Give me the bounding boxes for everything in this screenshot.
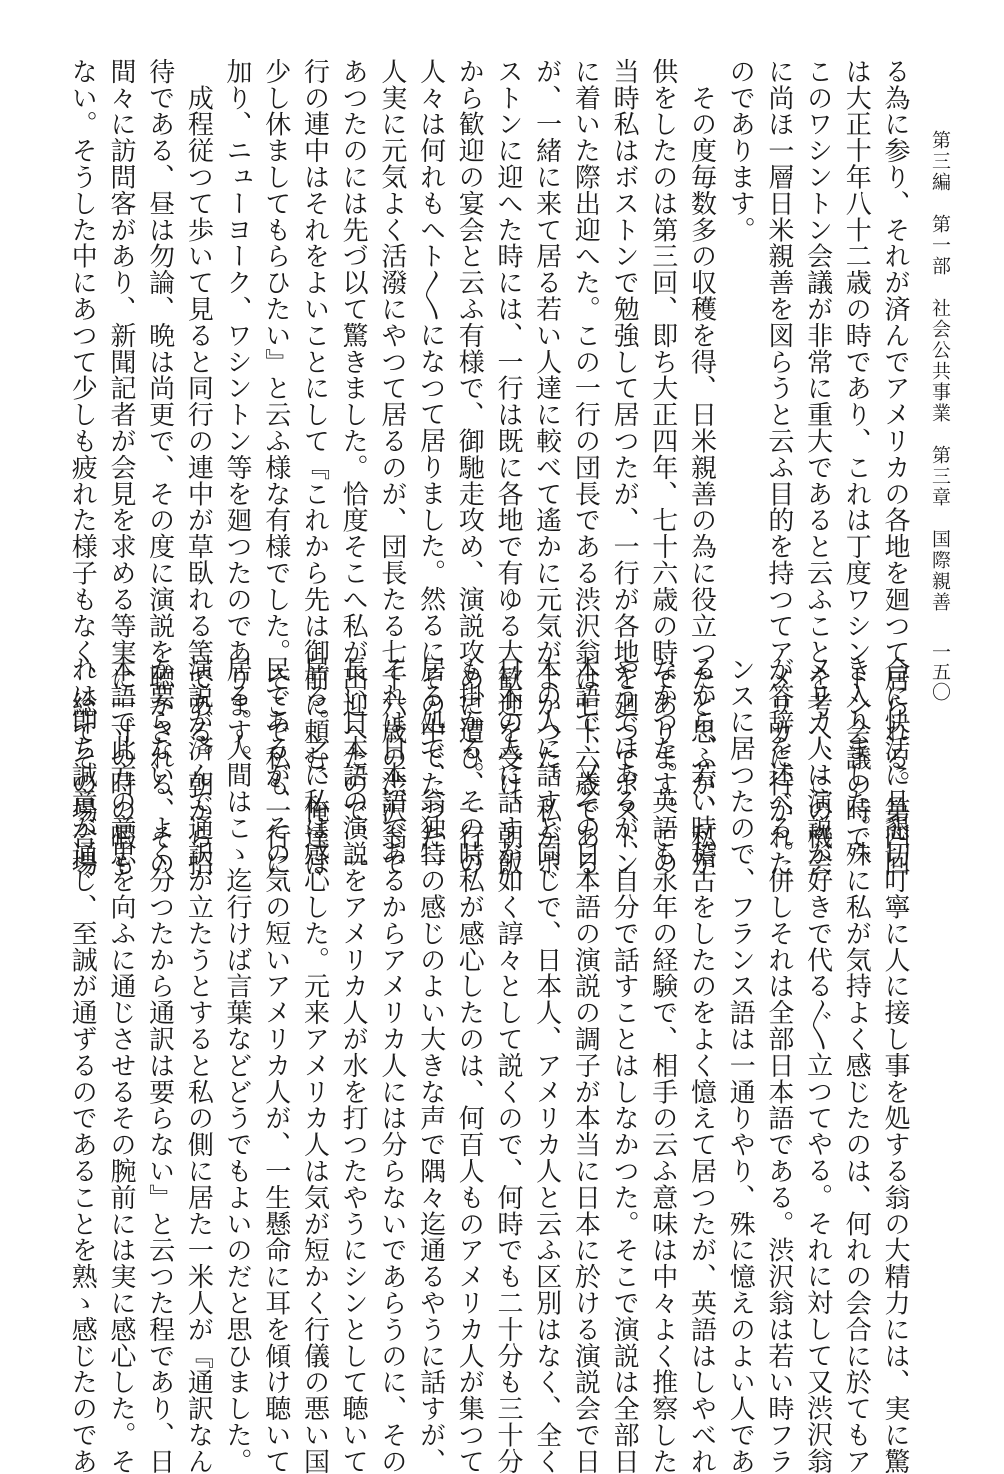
text-column: るから、若い時稽古をしたのをよく憶えて居つたが、英語はしやべれ [686, 656, 717, 1474]
text-column: あつたのには先づ以て驚きました。恰度そこへ私が出迎へたので、一 [338, 58, 369, 877]
text-column: る為に参り、それが済んでアメリカの各地を廻つて居られる。第四回 [880, 58, 910, 877]
text-column: 加り、ニューヨーク、ワシントン等を廻つたのであります。 [222, 58, 253, 771]
text-column: 人実に元気よく活潑にやつて居るのが、団長たる七十六歳の渋沢翁で [376, 58, 407, 877]
text-column: 行の連中はそれをよいことにして『これから先は御前に頼む、俺達は [299, 58, 330, 877]
text-column: が、一緒に来て居る若い人達に較べて遙かに元気がよかつた。私がボ [531, 58, 562, 877]
text-column: が答辞を述べる。併しそれは全部日本語である。渋沢翁は若い時フラ [763, 656, 794, 1474]
running-header: 第三編 第一部 社会公共事業 第三章 国際親善 [929, 130, 951, 613]
text-column: 居る。之に私は感心した。元来アメリカ人は気が短かく行儀の悪い国 [299, 656, 330, 1474]
text-column: に着いた際出迎へた。この一行の団長である渋沢翁は七十六歳である [570, 58, 601, 877]
text-column: 成程従つて歩いて見ると同行の連中が草臥れる筈である。朝から招 [183, 58, 214, 877]
text-column: 待である、昼は勿論、晩は尚更で、その度に演説を聴かされる、その [144, 58, 175, 877]
text-column: 本の人に話すと同じで、日本人、アメリカ人と云ふ区別はなく、全く [531, 656, 562, 1474]
text-column: それは日本語であるからアメリカ人には分らないであらうのに、その [376, 656, 407, 1474]
text-column: ンスに居つたので、フランス語は一通りやり、殊に憶えのよい人であ [725, 656, 756, 1474]
text-column: 本語で此方の意思を向ふに通じさせるその腕前には実に感心した。そ [105, 656, 136, 1474]
text-column: 供をしたのは第三回、即ち大正四年、七十六歳の時であります。この [647, 58, 678, 877]
text-column: は大正十年八十二歳の時であり、これは丁度ワシントン会議の時で、 [841, 58, 872, 877]
text-column: き入りました。殊に私が気持よく感じたのは、何れの会合に於てもア [841, 656, 872, 1474]
text-column: その度毎数多の収穫を得、日米親善の為に役立つたと思ふが、私が [686, 58, 717, 877]
text-column: 人々は何れもヘト〳〵になつて居りました。然るにその中でたつた一 [415, 58, 446, 876]
text-column: 居る処で、翁独特の感じのよい大きな声で隅々迄通るやうに話すが、 [415, 656, 446, 1474]
text-column: れは即ち誠意が通じ、至誠が通ずるのであることを熟ゝ感じたのであ [67, 656, 98, 1474]
text-column: メリカ人は演説が好きで代る〴〵立つてやる。それに対して又渋沢翁 [802, 656, 833, 1474]
text-column: 少し休ましてもらひたい』と云ふ様な有様でした。そこで私も一行に [260, 58, 291, 877]
lower-text-block [62, 656, 914, 1474]
text-column: 本語で、又その日本語の演説の調子が本当に日本に於ける演説会で日 [570, 656, 601, 1474]
text-column: なかつた。英語も永年の経験で、相手の云ふ意味は中々よく推察した [647, 656, 678, 1474]
text-column: も掛かる。その時私が感心したのは、何百人ものアメリカ人が集つて [454, 656, 485, 1474]
text-column: ストンに迎へた時には、一行は既に各地で有ゆる大歓迎を受け、朝飯 [492, 58, 523, 877]
text-column: 居る。人間はこゝ迄行けば言葉などどうでもよいのだと思ひました。 [222, 656, 253, 1474]
text-column: のであります。 [725, 58, 756, 243]
text-column: 間々に訪問客があり、新聞記者が会見を求める等実に一寸の時の暇も [105, 58, 136, 877]
text-column: このワシントン会議が非常に重大であると云ふことを考へ、この機会 [802, 58, 833, 877]
text-column: に尚ほ一層日米親善を図らうと云ふ目的を持つてアメリカに行かれた [763, 58, 794, 877]
text-column: か要らない、よく分つたから通訳は要らない』と云つた程であり、日 [144, 656, 175, 1474]
text-column: 日本の人に話すが如く諄々として説くので、何時でも二十分も三十分 [492, 656, 523, 1474]
text-column: 長い日本語の演説をアメリカ人が水を打つたやうにシンとして聴いて [338, 656, 369, 1474]
text-column: ない。そうした中にあつて少しも疲れた様子もなく、総てその場合場 [67, 58, 98, 877]
text-column: やうではあるが、自分で話すことはしなかつた。そこで演説は全部日 [609, 656, 640, 1474]
text-column: 民であるが、その気の短いアメリカ人が、一生懸命に耳を傾け聴いて [260, 656, 291, 1474]
text-column: 演説が済んで通訳が立たうとすると私の側に居た一米人が『通訳なん [183, 656, 214, 1474]
page-number: 一五〇 [929, 642, 951, 702]
text-column: 合に快活に且懇切叮寧に人に接し事を処する翁の大精力には、実に驚 [880, 656, 910, 1474]
upper-text-block [62, 58, 914, 877]
text-column: から歓迎の宴会と云ふ有様で、御馳走攻め、演説攻めに遭ひ、一行の [454, 58, 485, 877]
text-column: 当時私はボストンで勉強して居つたが、一行が各地を廻つてボストン [609, 58, 640, 877]
